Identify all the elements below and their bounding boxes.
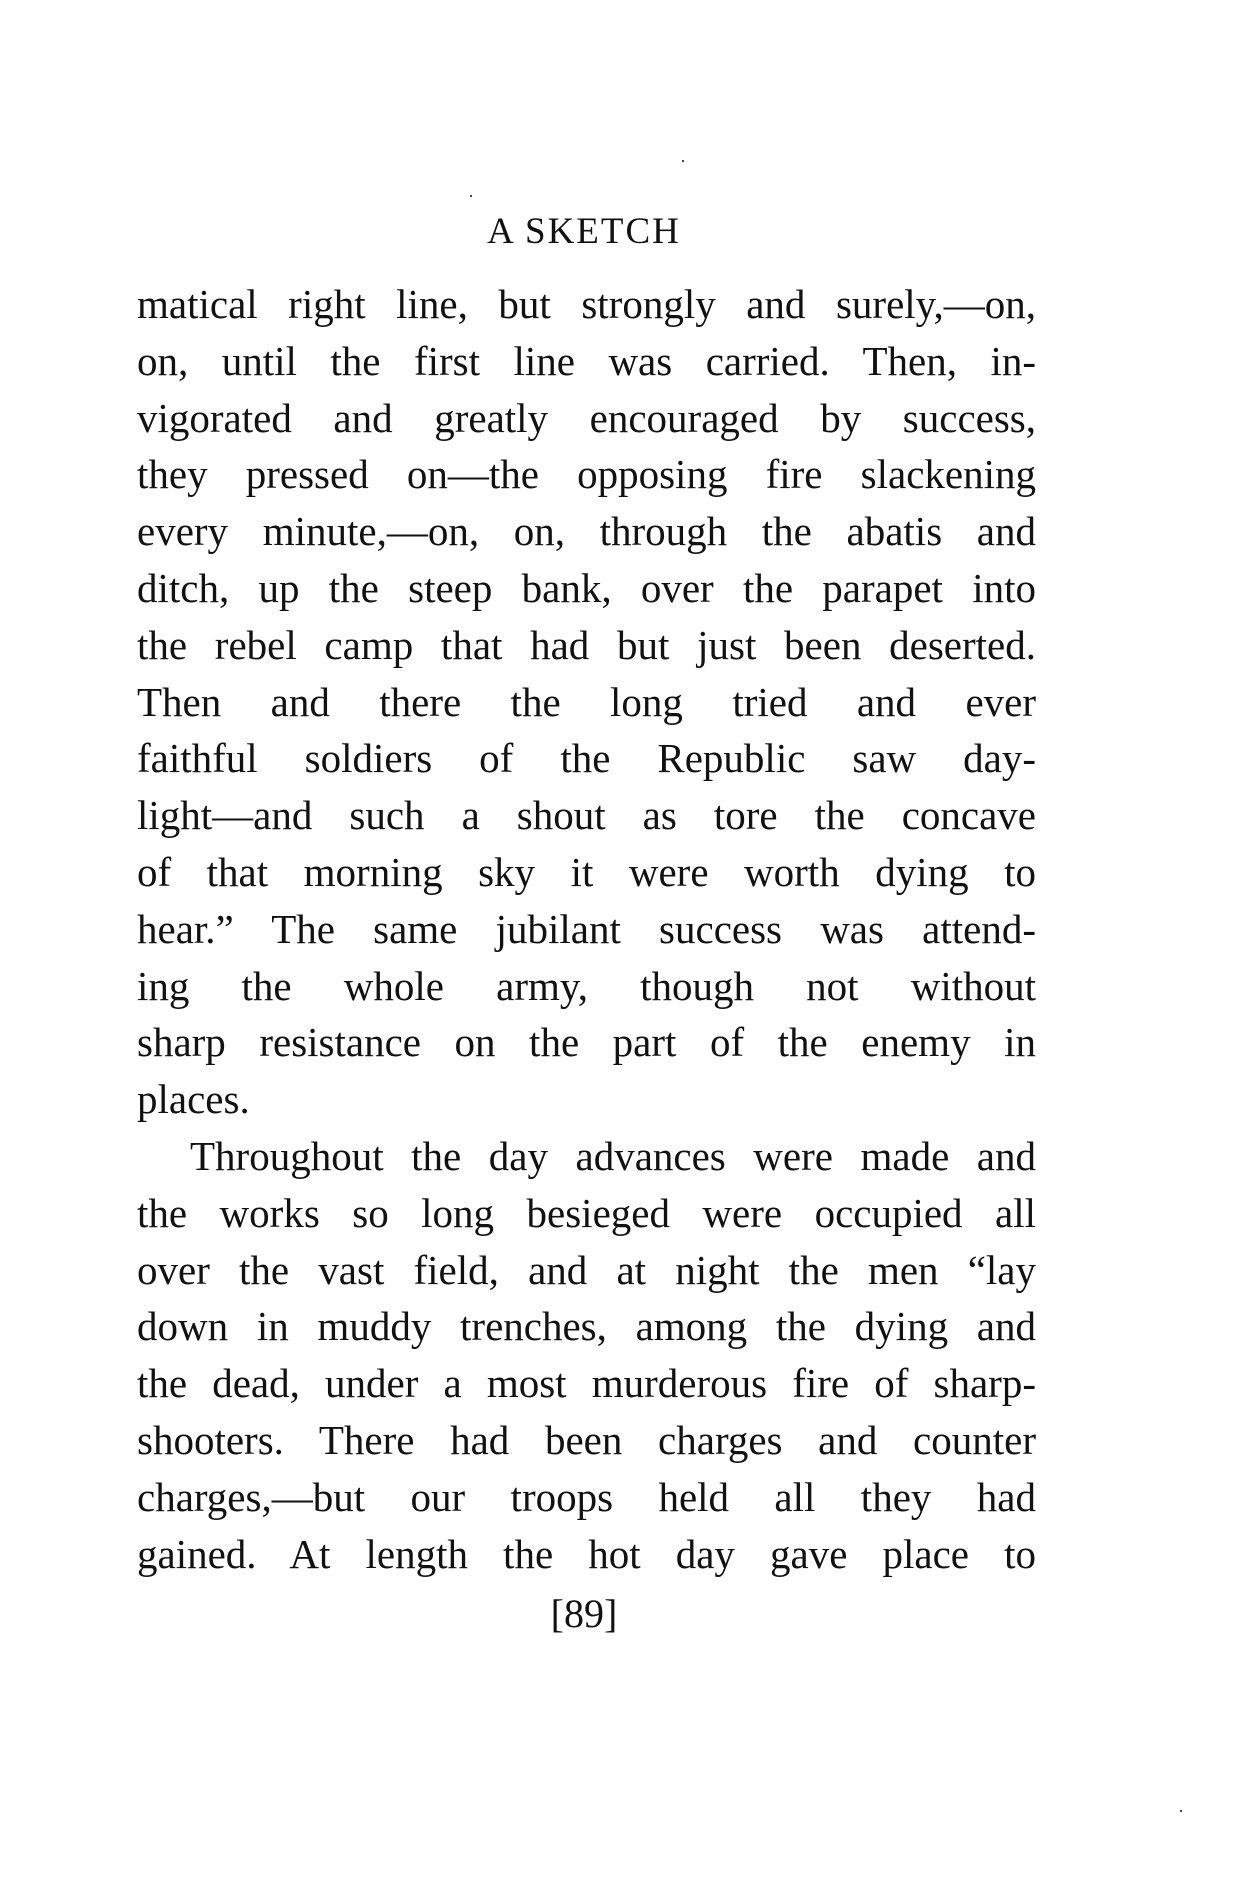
paragraph bbox=[137, 276, 1036, 1128]
text-line: shooters. There had been charges and counter bbox=[137, 1416, 1036, 1463]
paragraph bbox=[137, 1128, 1036, 1582]
text-line: faithful soldiers of the Republic saw day- bbox=[137, 735, 1036, 782]
text-line: vigorated and greatly encouraged by success, bbox=[137, 394, 1036, 441]
text-line: gained. At length the hot day gave place to bbox=[137, 1530, 1036, 1577]
text-line: light—and such a shout as tore the concave bbox=[137, 792, 1036, 839]
text-line: every minute,—on, on, through the abatis and bbox=[137, 508, 1036, 555]
text-line: the rebel camp that had but just been deserted. bbox=[137, 621, 1036, 668]
text-line: hear.” The same jubilant success was attend- bbox=[137, 905, 1036, 952]
text-line: places. bbox=[137, 1076, 250, 1123]
text-line: over the vast field, and at night the men “lay bbox=[137, 1246, 1036, 1293]
running-head: A SKETCH bbox=[487, 211, 681, 252]
text-line: ditch, up the steep bank, over the parapet into bbox=[137, 564, 1036, 611]
text-line: the dead, under a most murderous fire of sharp- bbox=[137, 1360, 1036, 1407]
text-line: matical right line, but strongly and surely,—on, bbox=[137, 281, 1036, 327]
text-line: sharp resistance on the part of the enemy in bbox=[137, 1019, 1036, 1066]
body-text bbox=[137, 276, 1036, 1582]
text-line: of that morning sky it were worth dying to bbox=[137, 848, 1036, 895]
text-line: the works so long besieged were occupied all bbox=[137, 1189, 1036, 1236]
scan-speck bbox=[682, 160, 684, 162]
text-line: charges,—but our troops held all they had bbox=[137, 1473, 1036, 1520]
scan-speck bbox=[470, 195, 472, 197]
page-number: [89] bbox=[550, 1591, 618, 1636]
text-line: Then and there the long tried and ever bbox=[137, 678, 1036, 725]
text-line: Throughout the day advances were made and bbox=[190, 1132, 1036, 1179]
text-line: they pressed on—the opposing fire slackening bbox=[137, 451, 1036, 498]
text-line: down in muddy trenches, among the dying and bbox=[137, 1303, 1036, 1350]
text-line: on, until the first line was carried. Then, in- bbox=[137, 337, 1036, 384]
scan-speck bbox=[1180, 1810, 1182, 1812]
text-line: ing the whole army, though not without bbox=[137, 962, 1036, 1009]
